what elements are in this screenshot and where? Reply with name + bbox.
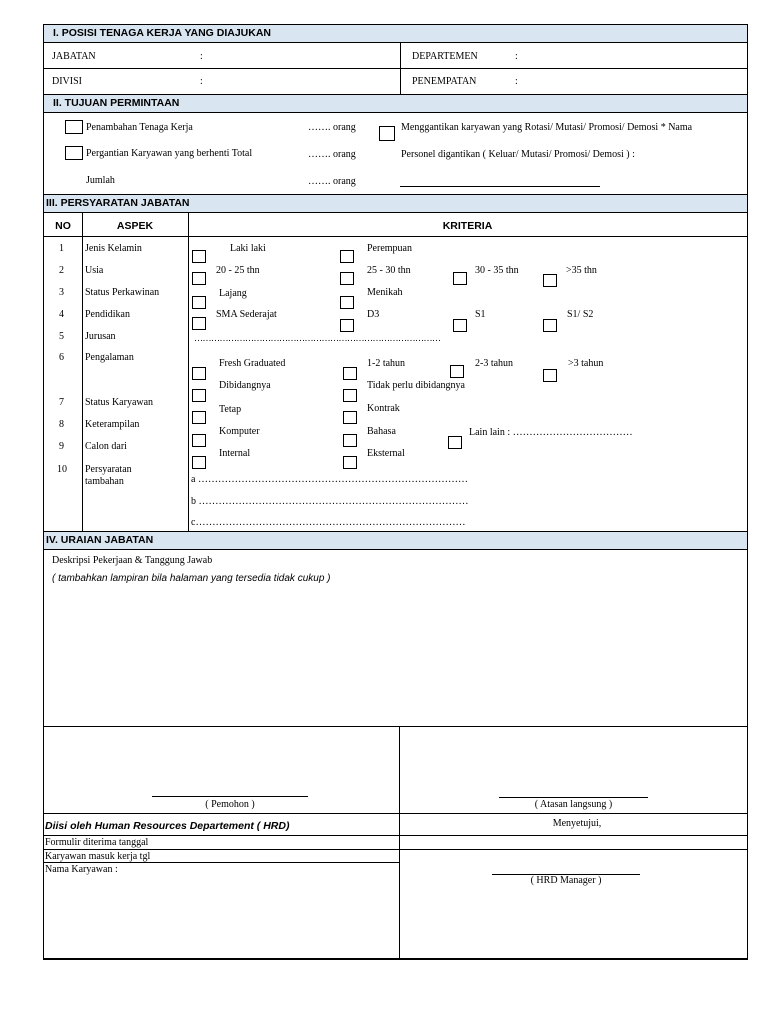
sma-label: SMA Sederajat (216, 309, 277, 320)
syarat-c-field[interactable]: c……………………………………………………………………… (191, 517, 466, 528)
lajang-label: Lajang (219, 288, 247, 299)
section2-title: II. TUJUAN PERMINTAAN (53, 97, 180, 109)
divider (44, 849, 399, 850)
kontrak-label: Kontrak (367, 403, 400, 414)
row-no: 7 (59, 397, 64, 408)
departemen-label: DEPARTEMEN (412, 51, 478, 62)
d3-checkbox[interactable] (340, 319, 354, 332)
orang-field[interactable]: ……. orang (308, 122, 356, 133)
jumlah-label: Jumlah (86, 175, 115, 186)
col-no-header: NO (55, 220, 71, 232)
lain-checkbox[interactable] (448, 436, 462, 449)
section2-header (44, 94, 747, 113)
row-aspek: Calon dari (85, 441, 127, 452)
usia-25-30-checkbox[interactable] (340, 272, 354, 285)
row-no: 5 (59, 331, 64, 342)
laki-label: Laki laki (230, 243, 266, 254)
row-aspek: Keterampilan (85, 419, 140, 430)
pengalaman-2-3-checkbox[interactable] (450, 365, 464, 378)
usia-30-35-label: 30 - 35 thn (475, 265, 519, 276)
pergantian-label: Pergantian Karyawan yang berhenti Total (86, 148, 253, 159)
menikah-label: Menikah (367, 287, 403, 298)
fresh-checkbox[interactable] (192, 367, 206, 380)
jabatan-label: JABATAN (52, 51, 96, 62)
divisi-colon: : (200, 76, 203, 87)
pengalaman-1-2-label: 1-2 tahun (367, 358, 406, 369)
hrd-title: Diisi oleh Human Resources Departement ( HRD) (45, 820, 290, 832)
divider (400, 43, 401, 94)
divider (44, 862, 399, 863)
divider (399, 849, 747, 850)
nama-input-area[interactable] (44, 876, 399, 958)
divider (44, 813, 747, 814)
laki-checkbox[interactable] (192, 250, 206, 263)
row-no: 1 (59, 243, 64, 254)
row-aspek-continued: tambahan (85, 476, 124, 487)
internal-checkbox[interactable] (192, 456, 206, 469)
row-no: 9 (59, 441, 64, 452)
row-no: 4 (59, 309, 64, 320)
section1-header (44, 25, 747, 43)
usia-20-25-label: 20 - 25 thn (216, 265, 260, 276)
divider (82, 212, 83, 531)
atasan-label: ( Atasan langsung ) (534, 799, 613, 810)
menikah-checkbox[interactable] (340, 296, 354, 309)
usia-20-25-checkbox[interactable] (192, 272, 206, 285)
nama-field[interactable]: Nama Karyawan : (45, 864, 118, 875)
row-aspek: Pengalaman (85, 352, 134, 363)
divider (399, 726, 400, 959)
divider (44, 726, 747, 727)
menggantikan-label: Menggantikan karyawan yang Rotasi/ Mutasi/ Promosi/ Demosi * Nama (401, 122, 693, 133)
penempatan-label: PENEMPATAN (412, 76, 477, 87)
section3-title: III. PERSYARATAN JABATAN (46, 197, 190, 209)
orang-field[interactable]: ……. orang (308, 149, 356, 160)
penambahan-label: Penambahan Tenaga Kerja (86, 122, 193, 133)
bahasa-label: Bahasa (367, 426, 396, 437)
internal-label: Internal (219, 448, 251, 459)
fresh-label: Fresh Graduated (219, 358, 286, 369)
syarat-b-field[interactable]: b ……………………………………………………………………… (191, 496, 469, 507)
row-no: 6 (59, 352, 64, 363)
usia-35-checkbox[interactable] (543, 274, 557, 287)
jurusan-field[interactable]: …………………………………………………………………………… (194, 333, 441, 343)
orang-field[interactable]: ……. orang (308, 176, 356, 187)
pengalaman-3-label: >3 tahun (568, 358, 604, 369)
row-aspek: Jenis Kelamin (85, 243, 142, 254)
deskripsi-textarea[interactable] (44, 588, 747, 725)
s1s2-checkbox[interactable] (543, 319, 557, 332)
menggantikan-checkbox[interactable] (379, 126, 395, 141)
s1-label: S1 (475, 309, 486, 320)
komputer-label: Komputer (219, 426, 260, 437)
row-no: 10 (57, 464, 67, 475)
pergantian-checkbox[interactable] (65, 146, 83, 160)
row-no: 8 (59, 419, 64, 430)
perempuan-checkbox[interactable] (340, 250, 354, 263)
usia-30-35-checkbox[interactable] (453, 272, 467, 285)
row-aspek: Status Perkawinan (85, 287, 160, 298)
masuk-field[interactable]: Karyawan masuk kerja tgl (45, 851, 151, 862)
jabatan-colon: : (200, 51, 203, 62)
tetap-label: Tetap (219, 404, 242, 415)
tidak-dibidang-label: Tidak perlu dibidangnya (367, 380, 465, 391)
divider (188, 212, 189, 531)
row-no: 3 (59, 287, 64, 298)
personel-name-line[interactable] (400, 186, 600, 187)
section4-title: IV. URAIAN JABATAN (46, 534, 154, 546)
departemen-colon: : (515, 51, 518, 62)
atasan-signature-line[interactable] (499, 797, 648, 798)
eksternal-label: Eksternal (367, 448, 405, 459)
d3-label: D3 (367, 309, 380, 320)
divisi-label: DIVISI (52, 76, 82, 87)
penambahan-checkbox[interactable] (65, 120, 83, 134)
bahasa-checkbox[interactable] (343, 434, 357, 447)
row-no: 2 (59, 265, 64, 276)
s1-checkbox[interactable] (453, 319, 467, 332)
diterima-field[interactable]: Formulir diterima tanggal (45, 837, 149, 848)
sma-checkbox[interactable] (192, 317, 206, 330)
row-aspek: Usia (85, 265, 104, 276)
personel-label: Personel digantikan ( Keluar/ Mutasi/ Promosi/ Demosi ) : (401, 149, 635, 160)
s1s2-label: S1/ S2 (567, 309, 594, 320)
lain-label[interactable]: Lain lain : ……………………………… (469, 427, 633, 438)
pengalaman-3-checkbox[interactable] (543, 369, 557, 382)
section3-header (44, 194, 747, 213)
tidak-dibidang-checkbox[interactable] (343, 389, 357, 402)
eksternal-checkbox[interactable] (343, 456, 357, 469)
perempuan-label: Perempuan (367, 243, 412, 254)
row-aspek: Pendidikan (85, 309, 130, 320)
divider (44, 68, 747, 69)
pengalaman-1-2-checkbox[interactable] (343, 367, 357, 380)
row-aspek: Jurusan (85, 331, 116, 342)
pengalaman-2-3-label: 2-3 tahun (475, 358, 514, 369)
lampiran-note: ( tambahkan lampiran bila halaman yang tersedia tidak cukup ) (52, 573, 331, 584)
divider (399, 835, 747, 836)
pemohon-label: ( Pemohon ) (205, 799, 255, 810)
deskripsi-label: Deskripsi Pekerjaan & Tanggung Jawab (52, 555, 213, 566)
usia-35-label: >35 thn (566, 265, 597, 276)
divider (44, 835, 399, 836)
komputer-checkbox[interactable] (192, 434, 206, 447)
divider (44, 236, 747, 237)
section4-header (44, 531, 747, 550)
syarat-a-field[interactable]: a ……………………………………………………………………… (191, 474, 468, 485)
tetap-checkbox[interactable] (192, 411, 206, 424)
menyetujui-label: Menyetujui, (552, 818, 602, 829)
usia-25-30-label: 25 - 30 thn (367, 265, 411, 276)
dibidang-checkbox[interactable] (192, 389, 206, 402)
lajang-checkbox[interactable] (192, 296, 206, 309)
row-aspek: Persyaratan (85, 464, 132, 475)
dibidang-label: Dibidangnya (219, 380, 271, 391)
kontrak-checkbox[interactable] (343, 411, 357, 424)
row-aspek: Status Karyawan (85, 397, 154, 408)
col-kriteria-header: KRITERIA (442, 220, 493, 232)
hrd-manager-label: ( HRD Manager ) (530, 875, 602, 886)
section1-title: I. POSISI TENAGA KERJA YANG DIAJUKAN (53, 27, 272, 39)
col-aspek-header: ASPEK (116, 220, 154, 232)
pemohon-signature-line[interactable] (152, 796, 308, 797)
penempatan-colon: : (515, 76, 518, 87)
